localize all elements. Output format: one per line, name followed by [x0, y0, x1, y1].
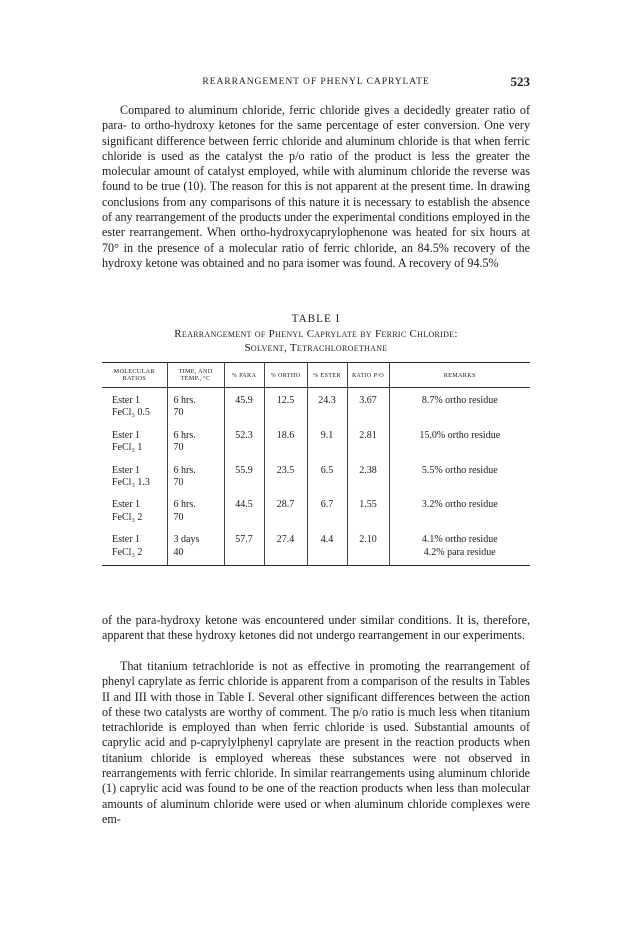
cell-remarks — [389, 461, 530, 496]
cell-fecl3-ratio: FeCl₃ 0.5 — [112, 407, 150, 419]
cell-ester: 9.1 — [307, 426, 347, 461]
cell-ortho: 18.6 — [264, 426, 307, 461]
cell-ester-ratio: Ester 1 — [112, 499, 141, 511]
page-number: 523 — [510, 74, 530, 89]
header-para: % PARA — [224, 363, 264, 388]
header-time-line1: TIME, AND — [178, 368, 213, 375]
table-row — [102, 495, 530, 530]
cell-fecl3-ratio: FeCl₃ 2 — [112, 511, 143, 523]
table-solvent: Solvent, Tetrachloroethane — [244, 342, 388, 354]
header-ortho: % ORTHO — [264, 363, 307, 388]
cell-remark-1: 5.5% ortho residue — [421, 464, 498, 476]
table-caption — [102, 312, 530, 355]
table-header-row — [102, 363, 530, 388]
table-row — [102, 461, 530, 496]
cell-ortho: 12.5 — [264, 388, 307, 426]
cell-remark-1: 15.0% ortho residue — [419, 429, 501, 441]
cell-molecular-ratios — [102, 495, 167, 530]
cell-fecl3-ratio: FeCl₃ 1.3 — [112, 477, 150, 489]
header-time-line2: TEMP., °C — [180, 375, 211, 382]
cell-ratio: 2.10 — [347, 530, 389, 565]
header-molecular-ratios: MOLECULAR RATIOS — [102, 363, 167, 388]
cell-remarks — [389, 388, 530, 426]
table-title: Rearrangement of Phenyl Caprylate by Ferric Chloride: — [174, 328, 458, 340]
cell-ester: 6.5 — [307, 461, 347, 496]
cell-molecular-ratios — [102, 388, 167, 426]
cell-ester-ratio: Ester 1 — [112, 534, 141, 546]
cell-remark-2: 4.2% para residue — [423, 546, 496, 558]
cell-temp: 70 — [173, 511, 184, 523]
paragraph-recovery-conclusion: of the para-hydroxy ketone was encountered under similar conditions. It is, therefore, apparent that these hydroxy ketones did not undergo rearrangement in our experiments. — [102, 613, 530, 643]
table-row — [102, 426, 530, 461]
cell-ester: 4.4 — [307, 530, 347, 565]
cell-ester: 24.3 — [307, 388, 347, 426]
cell-time-temp — [167, 495, 224, 530]
cell-time-temp — [167, 530, 224, 565]
cell-ratio: 3.67 — [347, 388, 389, 426]
paragraph-catalyst-comparison: Compared to aluminum chloride, ferric chloride gives a decidedly greater ratio of para- to ortho-hydroxy ketones for the same percentage of ester conversion. One very significant difference between ferric chloride and aluminum chloride is that when ferric chloride is used as the catalyst the p/o ratio of the product is less the greater the molecular amount of catalyst employed, while with aluminum chloride the reverse was found to be true (10). The reason for this is not apparent at the present time. In drawing conclusions from any comparisons of this nature it is necessary to establish the absence of any rearrangement of the products under the experimental conditions employed in the ester rearrangement. When ortho-hydroxycaprylophenone was heated for six hours at 70° in the presence of a molecular ratio of ferric chloride, an 84.5% recovery of the hydroxy ketone was obtained and no para isomer was found. A recovery of 94.5% — [102, 103, 530, 270]
cell-time: 6 hrs. — [173, 464, 196, 476]
cell-ester-ratio: Ester 1 — [112, 464, 141, 476]
cell-ratio: 2.38 — [347, 461, 389, 496]
cell-para: 44.5 — [224, 495, 264, 530]
cell-fecl3-ratio: FeCl₃ 1 — [112, 442, 143, 454]
cell-remarks — [389, 530, 530, 565]
cell-ratio: 2.81 — [347, 426, 389, 461]
cell-ratio: 1.55 — [347, 495, 389, 530]
cell-temp: 70 — [173, 442, 184, 454]
cell-time-temp — [167, 461, 224, 496]
cell-ester: 6.7 — [307, 495, 347, 530]
table-row — [102, 530, 530, 565]
cell-temp: 40 — [173, 546, 184, 558]
cell-molecular-ratios — [102, 426, 167, 461]
cell-remark-1: 8.7% ortho residue — [421, 395, 498, 406]
cell-time-temp — [167, 388, 224, 426]
cell-ester-ratio: Ester 1 — [112, 395, 141, 406]
cell-molecular-ratios — [102, 461, 167, 496]
results-table — [102, 362, 530, 566]
header-ester: % ESTER — [307, 363, 347, 388]
running-head — [102, 76, 530, 92]
cell-remark-1: 4.1% ortho residue — [421, 534, 498, 546]
cell-para: 57.7 — [224, 530, 264, 565]
table-number: TABLE I — [291, 313, 341, 325]
cell-time: 6 hrs. — [173, 429, 196, 441]
cell-temp: 70 — [173, 477, 184, 489]
table-row — [102, 388, 530, 426]
cell-time: 6 hrs. — [173, 395, 196, 406]
header-remarks: REMARKS — [389, 363, 530, 388]
cell-ortho: 27.4 — [264, 530, 307, 565]
paragraph-titanium-comparison: That titanium tetrachloride is not as effective in promoting the rearrangement of phenyl caprylate as ferric chloride is apparent from a comparison of the results in Tables II and III with those in Table I. Several other significant differences between the action of these two catalysts are worthy of comment. The p/o ratio is much less when titanium tetrachloride is employed than when ferric chloride is used. Substantial amounts of caprylic acid and p-caprylylphenyl caprylate are present in the reaction products when titanium chloride is employed whereas these substances were not observed in rearrangements with ferric chloride. In similar rearrangements using aluminum chloride (1) caprylic acid was found to be one of the reaction products when less than molecular amounts of aluminum chloride were used or when aluminum chloride complexes were em- — [102, 659, 530, 826]
cell-fecl3-ratio: FeCl₃ 2 — [112, 546, 143, 558]
cell-remark-1: 3.2% ortho residue — [421, 499, 498, 511]
header-ratio: RATIO P/O — [347, 363, 389, 388]
cell-time: 3 days — [173, 534, 200, 546]
cell-remarks — [389, 495, 530, 530]
cell-para: 55.9 — [224, 461, 264, 496]
cell-temp: 70 — [173, 407, 184, 419]
cell-ortho: 28.7 — [264, 495, 307, 530]
cell-ortho: 23.5 — [264, 461, 307, 496]
cell-molecular-ratios — [102, 530, 167, 565]
cell-ester-ratio: Ester 1 — [112, 429, 141, 441]
cell-para: 45.9 — [224, 388, 264, 426]
running-title: REARRANGEMENT OF PHENYL CAPRYLATE — [202, 76, 430, 87]
cell-remarks — [389, 426, 530, 461]
cell-para: 52.3 — [224, 426, 264, 461]
cell-time: 6 hrs. — [173, 499, 196, 511]
header-time-temp — [167, 363, 224, 388]
cell-time-temp — [167, 426, 224, 461]
